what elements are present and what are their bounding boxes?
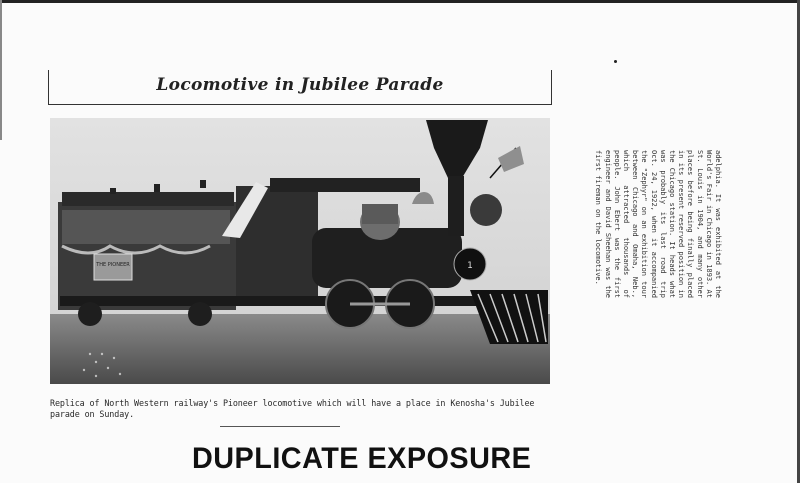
caption-rule [220,426,340,427]
car-sign: THE PIONEER [96,262,130,268]
locomotive-illustration [50,118,550,384]
duplicate-exposure-stamp: DUPLICATE EXPOSURE [192,442,532,475]
scan-edge-left [0,0,2,140]
side-article-text [554,150,722,298]
ink-speck [614,60,617,63]
side-article-column [554,150,722,298]
headline: Locomotive in Jubilee Parade [156,75,444,95]
photo-caption: Replica of North Western railway's Pioneer locomotive which will have a place in Kenosha's Jubilee parade on Sunday. [50,398,535,419]
number-plate: 1 [467,261,473,271]
side-article-paragraph: adelphia. It was exhibited at the World's Fair in Chicago in 1893. At St. Louis in 1904, and many other places before being finally placed in its present reserved position in the Chicago station. It heads what was probably its last road trip Oct. 24, 1922, when it accompanied the "Zephyr" on an exhibition tour between Chicago and Omaha, Neb., which attracted thousands of people. John Ebert was the first engineer and David Sheehan was the first fireman on the locomotive. [594,150,722,298]
scan-edge-top [0,0,800,3]
headline-frame [48,70,552,105]
locomotive-photo [50,118,550,384]
